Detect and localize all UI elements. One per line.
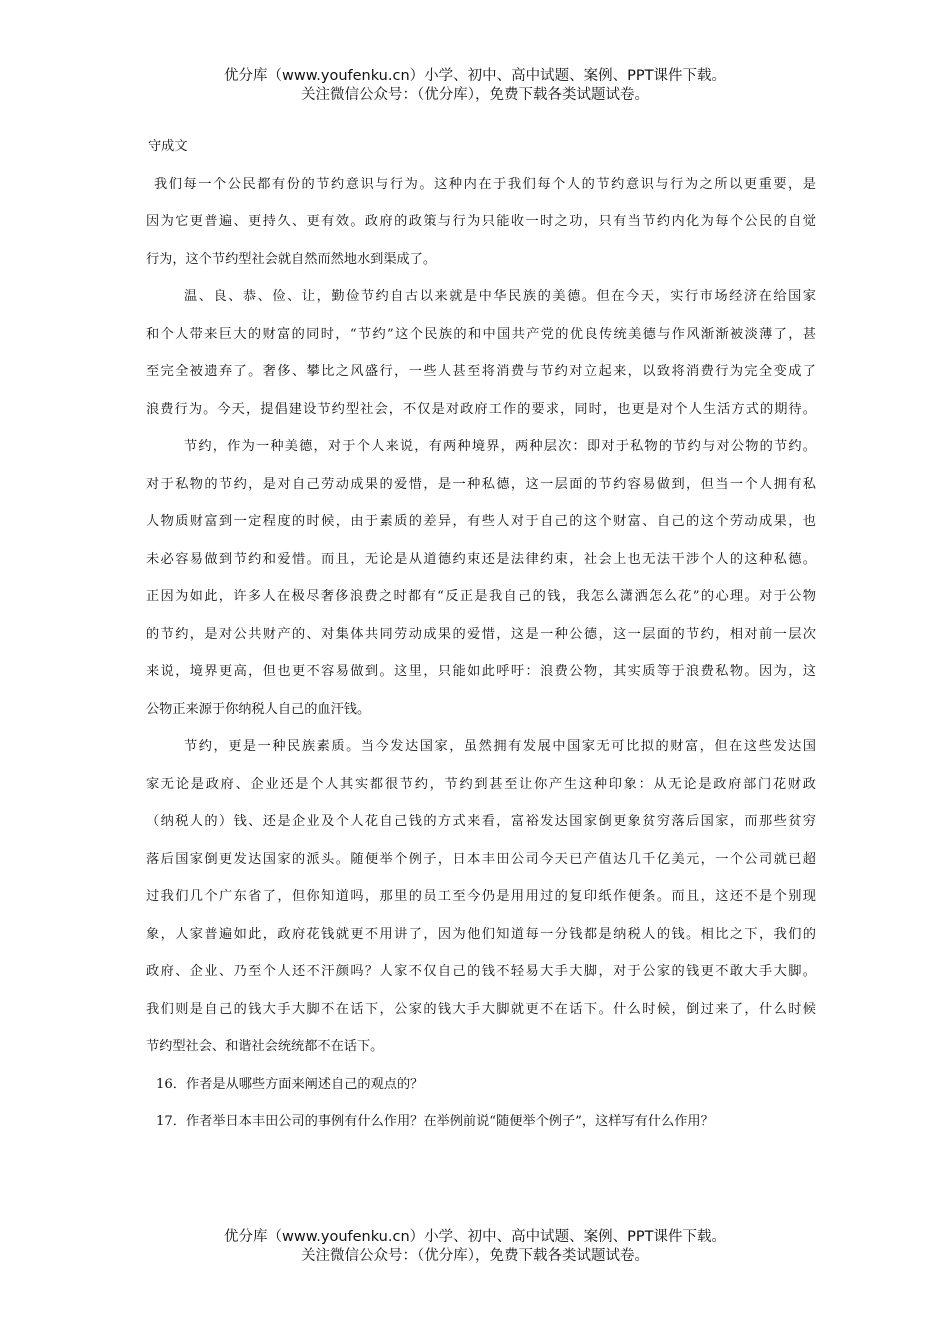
article-line: 行为，这个节约型社会就自然而然地水到渠成了。 [146, 251, 437, 267]
article-line: 我们则是自己的钱大手大脚不在话下，公家的钱大手大脚就更不在话下。什么时候，倒过来了，什么时候 [146, 1001, 816, 1017]
article-author: 守成文 [148, 139, 188, 154]
article-line: （纳税人的）钱、还是企业及个人花自己钱的方式来看，富裕发达国家倒更象贫穷落后国家，而那些贫穷 [146, 814, 816, 829]
article-line: 正因为如此，许多人在极尽奢侈浪费之时都有“反正是我自己的钱，我怎么潇洒怎么花”的心理。对于公物 [146, 589, 816, 604]
article-line: 来说，境界更高，但也更不容易做到。这里，只能如此呼吁：浪费公物，其实质等于浪费私物。因为，这 [146, 664, 816, 679]
article-line: 温、良、恭、俭、让，勤俭节约自古以来就是中华民族的美德。但在今天，实行市场经济在给国家 [184, 289, 816, 304]
article-line: 家无论是政府、企业还是个人其实都很节约，节约到甚至让你产生这种印象：从无论是政府部门花财政 [146, 776, 816, 792]
article-line: 过我们几个广东省了，但你知道吗，那里的员工至今仍是用用过的复印纸作便条。而且，这还不是个别现 [146, 889, 816, 904]
article-line: 人物质财富到一定程度的时候，由于素质的差异，有些人对于自己的这个财富、自己的这个劳动成果，也 [146, 514, 816, 529]
article-line: 节约，更是一种民族素质。当今发达国家，虽然拥有发展中国家无可比拟的财富，但在这些发达国 [184, 739, 816, 754]
article-line: 浪费行为。今天，提倡建设节约型社会，不仅是对政府工作的要求，同时，也更是对个人生活方式的期待。 [146, 401, 816, 417]
article-line: 落后国家倒更发达国家的派头。随便举个例子，日本丰田公司今天已产值达几千亿美元，一个公司就已超 [146, 851, 816, 867]
header-line-2: 关注微信公众号：（优分库），免费下载各类试题试卷。 [301, 87, 649, 103]
article-line: 节约，作为一种美德，对于个人来说，有两种境界，两种层次：即对于私物的节约与对公物的节约。 [184, 439, 816, 454]
article-line: 象，人家普遍如此，政府花钱就更不用讲了，因为他们知道每一分钱都是纳税人的钱。相比之下，我们的 [146, 926, 816, 942]
article-line: 至完全被遗弃了。奢侈、攀比之风盛行，一些人甚至将消费与节约对立起来，以致将消费行为完全变成了 [146, 364, 816, 379]
footer-line-1: 优分库（www.youfenku.cn）小学、初中、高中试题、案例、PPT课件下载。 [224, 1229, 726, 1245]
article-line: 的节约，是对公共财产的、对集体共同劳动成果的爱惜，这是一种公德，这一层面的节约，相对前一层次 [146, 626, 816, 642]
question-17: 17．作者举日本丰田公司的事例有什么作用？在举例前说“随便举个例子”，这样写有什么作用？ [156, 1114, 714, 1129]
article-line: 因为它更普遍、更持久、更有效。政府的政策与行为只能收一时之功，只有当节约内化为每个公民的自觉 [146, 214, 816, 229]
article-line: 政府、企业、乃至个人还不汗颜吗？人家不仅自己的钱不轻易大手大脚，对于公家的钱更不敢大手大脚。 [146, 964, 816, 979]
article-line: 我们每一个公民都有份的节约意识与行为。这种内在于我们每个人的节约意识与行为之所以更重要，是 [154, 176, 816, 192]
page-header [0, 67, 950, 105]
page-footer [0, 1228, 950, 1266]
article-line: 公物正来源于你纳税人自己的血汗钱。 [146, 701, 371, 717]
question-16: 16．作者是从哪些方面来阐述自己的观点的？ [156, 1076, 424, 1092]
footer-line-2: 关注微信公众号：（优分库），免费下载各类试题试卷。 [301, 1248, 649, 1264]
article-line: 和个人带来巨大的财富的同时，“节约”这个民族的和中国共产党的优良传统美德与作风渐渐被淡薄了，甚 [146, 326, 816, 342]
header-line-1: 优分库（www.youfenku.cn）小学、初中、高中试题、案例、PPT课件下载。 [224, 68, 726, 84]
article-line: 未必容易做到节约和爱惜。而且，无论是从道德约束还是法律约束，社会上也无法干涉个人的这种私德。 [146, 551, 816, 567]
article-line: 节约型社会、和谐社会统统都不在话下。 [146, 1039, 384, 1054]
article-body [146, 128, 816, 1141]
article-line: 对于私物的节约，是对自己劳动成果的爱惜，是一种私德，这一层面的节约容易做到，但当一个人拥有私 [146, 476, 816, 492]
